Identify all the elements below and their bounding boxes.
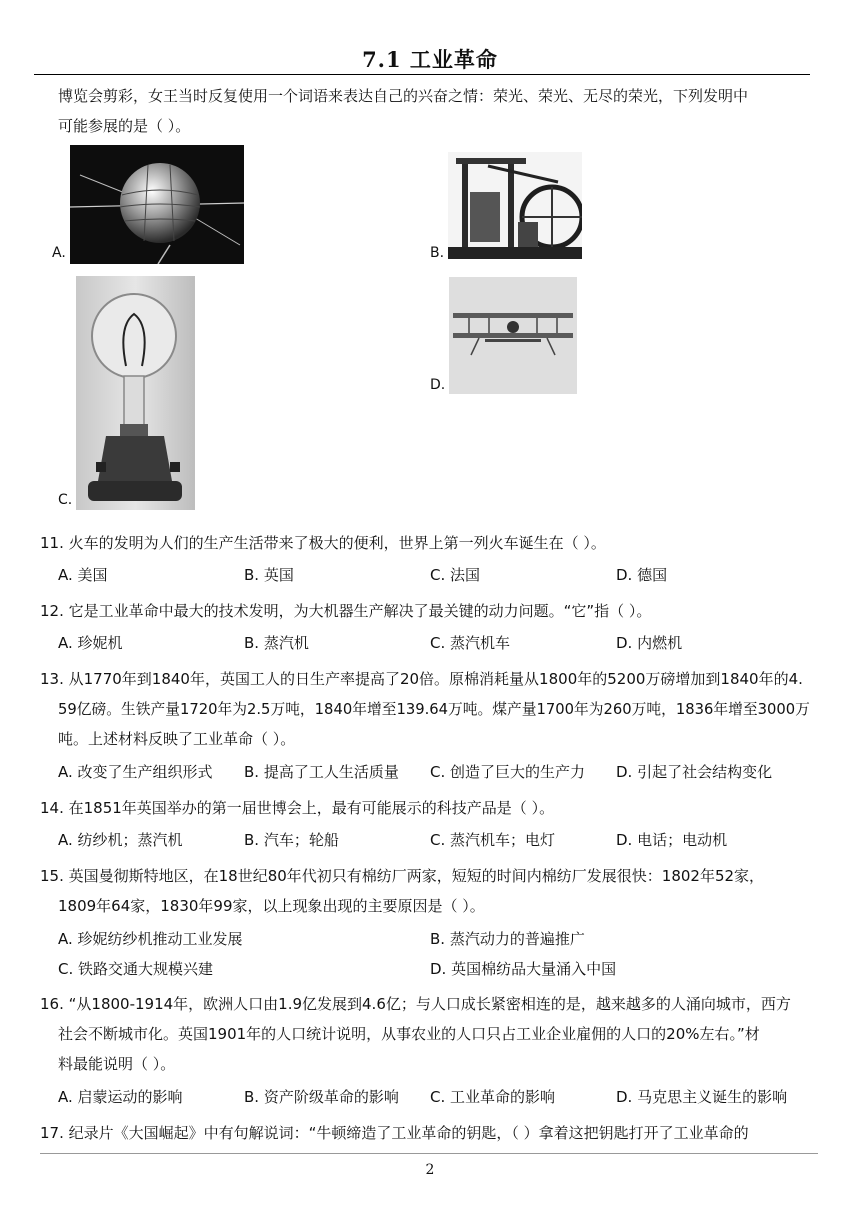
q10-line-2: 可能参展的是（ ）。 — [58, 117, 191, 135]
q12-option-c: C. 蒸汽机车 — [430, 634, 511, 652]
q15-option-b: B. 蒸汽动力的普遍推广 — [430, 930, 585, 948]
q14-text: 14. 在1851年英国举办的第一届世博会上，最有可能展示的科技产品是（ ）。 — [40, 799, 555, 817]
q10-line-1: 博览会剪彩，女王当时反复使用一个词语来表达自己的兴奋之情：荣光、荣光、无尽的荣光，下列发明中 — [58, 87, 749, 105]
q13-line-3: 吨。上述材料反映了工业革命（ ）。 — [58, 730, 296, 748]
biplane-image — [449, 277, 577, 394]
q10-option-b-label: B. — [430, 245, 445, 261]
q15-line-1: 15. 英国曼彻斯特地区，在18世纪80年代初只有棉纺厂两家，短短的时间内棉纺厂发展很快：1802年52家， — [40, 867, 765, 885]
light-bulb-image — [76, 276, 195, 510]
q13-option-d: D. 引起了社会结构变化 — [616, 763, 773, 781]
q16-option-b: B. 资产阶级革命的影响 — [244, 1088, 399, 1106]
q13-option-b: B. 提高了工人生活质量 — [244, 763, 399, 781]
satellite-image — [70, 145, 244, 264]
q12-text: 12. 它是工业革命中最大的技术发明，为大机器生产解决了最关键的动力问题。“它”指（ ）。 — [40, 602, 652, 620]
q16-option-a: A. 启蒙运动的影响 — [58, 1088, 183, 1106]
q10-option-d-label: D. — [430, 377, 446, 393]
q13-option-a: A. 改变了生产组织形式 — [58, 763, 213, 781]
q12-option-b: B. 蒸汽机 — [244, 634, 309, 652]
q14-option-c: C. 蒸汽机车；电灯 — [430, 831, 556, 849]
q15-option-a: A. 珍妮纺纱机推动工业发展 — [58, 930, 243, 948]
q12-option-d: D. 内燃机 — [616, 634, 683, 652]
footer-divider — [40, 1153, 818, 1154]
q11-option-c: C. 法国 — [430, 566, 481, 584]
page-title: 7.1 工业革命 — [362, 47, 498, 72]
q11-option-b: B. 英国 — [244, 566, 294, 584]
q10-option-c-label: C. — [58, 492, 73, 508]
q11-option-a: A. 美国 — [58, 566, 108, 584]
q16-line-1: 16. “从1800-1914年，欧洲人口由1.9亿发展到4.6亿；与人口成长紧密相连的是，越来越多的人涌向城市，西方 — [40, 995, 791, 1013]
q14-option-b: B. 汽车；轮船 — [244, 831, 339, 849]
q15-line-2: 1809年64家，1830年99家，以上现象出现的主要原因是（ ）。 — [58, 897, 485, 915]
q15-option-c: C. 铁路交通大规模兴建 — [58, 960, 214, 978]
q12-option-a: A. 珍妮机 — [58, 634, 123, 652]
q13-option-c: C. 创造了巨大的生产力 — [430, 763, 586, 781]
q10-option-a-label: A. — [52, 245, 66, 261]
q14-option-d: D. 电话；电动机 — [616, 831, 728, 849]
q16-line-3: 料最能说明（ ）。 — [58, 1055, 176, 1073]
q17-line-1: 17. 纪录片《大国崛起》中有句解说词：“牛顿缔造了工业革命的钥匙，（ ）拿着这把钥匙打开了工业革命的 — [40, 1124, 749, 1142]
title-divider — [34, 74, 810, 75]
q11-option-d: D. 德国 — [616, 566, 668, 584]
q11-text: 11. 火车的发明为人们的生产生活带来了极大的便利，世界上第一列火车诞生在（ ）。 — [40, 534, 606, 552]
q16-option-c: C. 工业革命的影响 — [430, 1088, 556, 1106]
q16-line-2: 社会不断城市化。英国1901年的人口统计说明，从事农业的人口只占工业企业雇佣的人口的20%左右。”材 — [58, 1025, 760, 1043]
q13-line-2: 59亿磅。生铁产量1720年为2.5万吨，1840年增至139.64万吨。煤产量1700年为260万吨，1836年增至3000万 — [58, 700, 810, 718]
q13-line-1: 13. 从1770年到1840年，英国工人的日生产率提高了20倍。原棉消耗量从1800年的5200万磅增加到1840年的4. — [40, 670, 803, 688]
q15-option-d: D. 英国棉纺品大量涌入中国 — [430, 960, 617, 978]
q16-option-d: D. 马克思主义诞生的影响 — [616, 1088, 788, 1106]
q14-option-a: A. 纺纱机；蒸汽机 — [58, 831, 183, 849]
page-number: 2 — [425, 1162, 435, 1178]
steam-engine-image — [448, 152, 582, 259]
